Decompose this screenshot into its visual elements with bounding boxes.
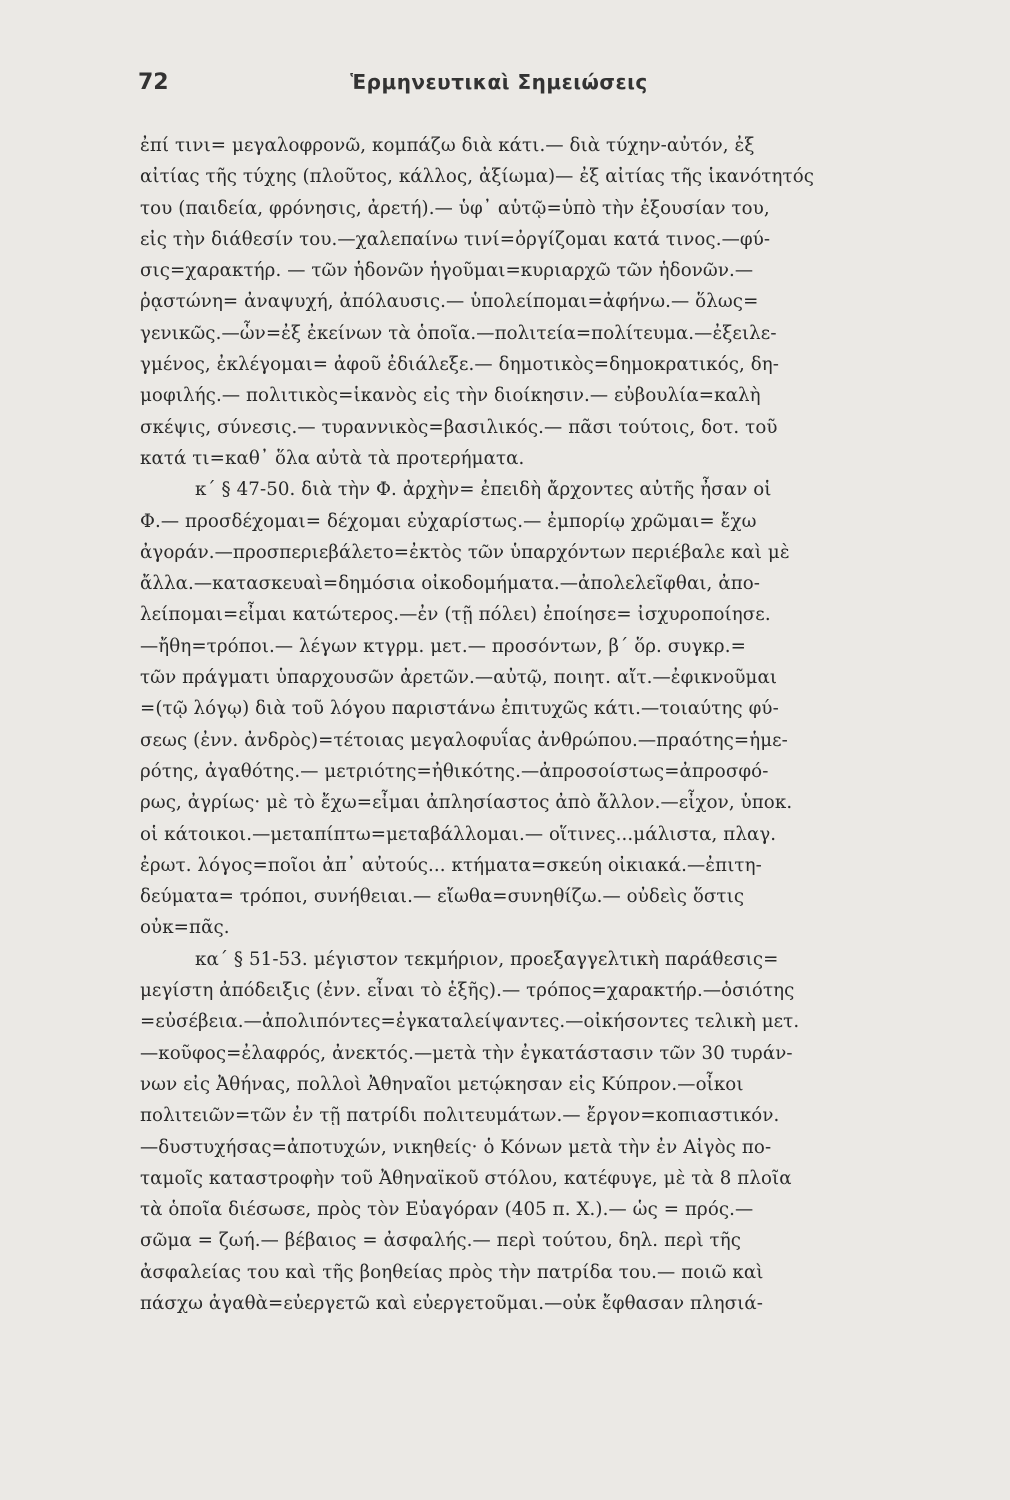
text-line: δεύματα= τρόποι, συνήθειαι.— εἴωθα=συνηθίζω.— οὐδεὶς ὅστις [140, 886, 745, 908]
text-line: μοφιλής.— πολιτικὸς=ἱκανὸς εἰς τὴν διοίκησιν.— εὐβουλία=καλὴ [140, 385, 761, 407]
text-line: —ἤθη=τρόποι.— λέγων κτγρμ. μετ.— προσόντων, β΄ ὅρ. συγκρ.= [140, 635, 746, 657]
text-line: νων εἰς Ἀθήνας, πολλοὶ Ἀθηναῖοι μετῴκησαν εἰς Κύπρον.—οἶκοι [140, 1073, 744, 1095]
text-line: τὰ ὁποῖα διέσωσε, πρὸς τὸν Εὐαγόραν (405 π. Χ.).— ὡς = πρός.— [140, 1199, 754, 1221]
text-line: —κοῦφος=ἐλαφρός, ἀνεκτός.—μετὰ τὴν ἐγκατάστασιν τῶν 30 τυράν- [140, 1042, 793, 1064]
text-line: ἄλλα.—κατασκευαὶ=δημόσια οἰκοδομήματα.—ἀπολελεῖφθαι, ἀπο- [140, 573, 761, 595]
text-line: ἐπί τινι= μεγαλοφρονῶ, κομπάζω διὰ κάτι.— διὰ τύχην-αὐτόν, ἐξ [140, 135, 755, 156]
text-line: Φ.— προσδέχομαι= δέχομαι εὐχαρίστως.— ἐμπορίῳ χρῶμαι= ἔχω [140, 510, 757, 532]
commentary-text [140, 130, 940, 1319]
page-number: 72 [138, 70, 169, 95]
running-title: Ἑρμηνευτικαὶ Σημειώσεις [350, 70, 648, 94]
text-line: οἱ κάτοικοι.—μεταπίπτω=μεταβάλλομαι.— οἵτινες...μάλιστα, πλαγ. [140, 823, 777, 845]
text-line: λείπομαι=εἶμαι κατώτερος.—ἐν (τῇ πόλει) ἐποίησε= ἰσχυροποίησε. [140, 604, 771, 626]
text-line: =(τῷ λόγῳ) διὰ τοῦ λόγου παριστάνω ἐπιτυχῶς κάτι.—τοιαύτης φύ- [140, 698, 779, 720]
text-line: οὐκ=πᾶς. [140, 917, 230, 939]
text-line: σκέψις, σύνεσις.— τυραννικὸς=βασιλικός.— πᾶσι τούτοις, δοτ. τοῦ [140, 416, 778, 438]
text-line: κατά τι=καθ᾽ ὅλα αὐτὰ τὰ προτερήματα. [140, 447, 525, 469]
text-line: =εὐσέβεια.—ἀπολιπόντες=ἐγκαταλείψαντες.—οἰκήσοντες τελικὴ μετ. [140, 1011, 800, 1033]
text-line: ἐρωτ. λόγος=ποῖοι ἀπ᾽ αὐτούς... κτήματα=σκεύη οἰκιακά.—ἐπιτη- [140, 854, 762, 876]
page-header [138, 64, 860, 100]
text-line: ἀσφαλείας του καὶ τῆς βοηθείας πρὸς τὴν πατρίδα του.— ποιῶ καὶ [140, 1261, 764, 1283]
text-line: αἰτίας τῆς τύχης (πλοῦτος, κάλλος, ἀξίωμα)— ἐξ αἰτίας τῆς ἱκανότητός [140, 166, 815, 188]
text-line: σεως (ἐνν. ἀνδρὸς)=τέτοιας μεγαλοφυΐας ἀνθρώπου.—πραότης=ἡμε- [140, 729, 788, 751]
text-line: τῶν πράγματι ὑπαρχουσῶν ἀρετῶν.—αὐτῷ, ποιητ. αἴτ.—ἐφικνοῦμαι [140, 667, 778, 689]
text-line: ρως, ἀγρίως· μὲ τὸ ἔχω=εἶμαι ἀπλησίαστος ἀπὸ ἄλλον.—εἶχον, ὑποκ. [140, 792, 793, 814]
text-line: εἰς τὴν διάθεσίν του.—χαλεπαίνω τινί=ὀργίζομαι κατά τινος.—φύ- [140, 228, 771, 250]
text-line: ἀγοράν.—προσπεριεβάλετο=ἐκτὸς τῶν ὑπαρχόντων περιέβαλε καὶ μὲ [140, 541, 790, 563]
text-line: ταμοῖς καταστροφὴν τοῦ Ἀθηναϊκοῦ στόλου, κατέφυγε, μὲ τὰ 8 πλοῖα [140, 1167, 792, 1189]
text-line: ῥᾳστώνη= ἀναψυχή, ἀπόλαυσις.— ὑπολείπομαι=ἀφήνω.— ὅλως= [140, 291, 759, 313]
text-line: σῶμα = ζωή.— βέβαιος = ἀσφαλής.— περὶ τούτου, δηλ. περὶ τῆς [140, 1230, 741, 1252]
text-line: μεγίστη ἀπόδειξις (ἐνν. εἶναι τὸ ἑξῆς).— τρόπος=χαρακτήρ.—ὁσιότης [140, 980, 795, 1002]
section-heading-line: κα΄ § 51-53. μέγιστον τεκμήριον, προεξαγγελτικὴ παράθεσις= [195, 948, 779, 970]
text-line: του (παιδεία, φρόνησις, ἀρετή).— ὑφ᾽ αὑτῷ=ὑπὸ τὴν ἐξουσίαν του, [140, 197, 770, 219]
text-line: πάσχω ἀγαθὰ=εὐεργετῶ καὶ εὐεργετοῦμαι.—οὐκ ἔφθασαν πλησιά- [140, 1292, 764, 1314]
text-line: σις=χαρακτήρ. — τῶν ἡδονῶν ἡγοῦμαι=κυριαρχῶ τῶν ἡδονῶν.— [140, 260, 754, 282]
text-line: γμένος, ἐκλέγομαι= ἀφοῦ ἐδιάλεξε.— δημοτικὸς=δημοκρατικός, δη- [140, 354, 780, 376]
text-line: —δυστυχήσας=ἀποτυχών, νικηθείς· ὁ Κόνων μετὰ τὴν ἐν Αἰγὸς πο- [140, 1136, 772, 1158]
text-line: γενικῶς.—ὧν=ἐξ ἐκείνων τὰ ὁποῖα.—πολιτεία=πολίτευμα.—ἐξειλε- [140, 322, 777, 344]
text-line: πολιτειῶν=τῶν ἐν τῇ πατρίδι πολιτευμάτων.— ἔργον=κοπιαστικόν. [140, 1105, 780, 1127]
section-heading-line: κ΄ § 47-50. διὰ τὴν Φ. ἀρχὴν= ἐπειδὴ ἄρχοντες αὐτῆς ἦσαν οἱ [195, 479, 772, 501]
text-line: ρότης, ἀγαθότης.— μετριότης=ἠθικότης.—ἀπροσοίστως=ἀπροσφό- [140, 760, 769, 782]
